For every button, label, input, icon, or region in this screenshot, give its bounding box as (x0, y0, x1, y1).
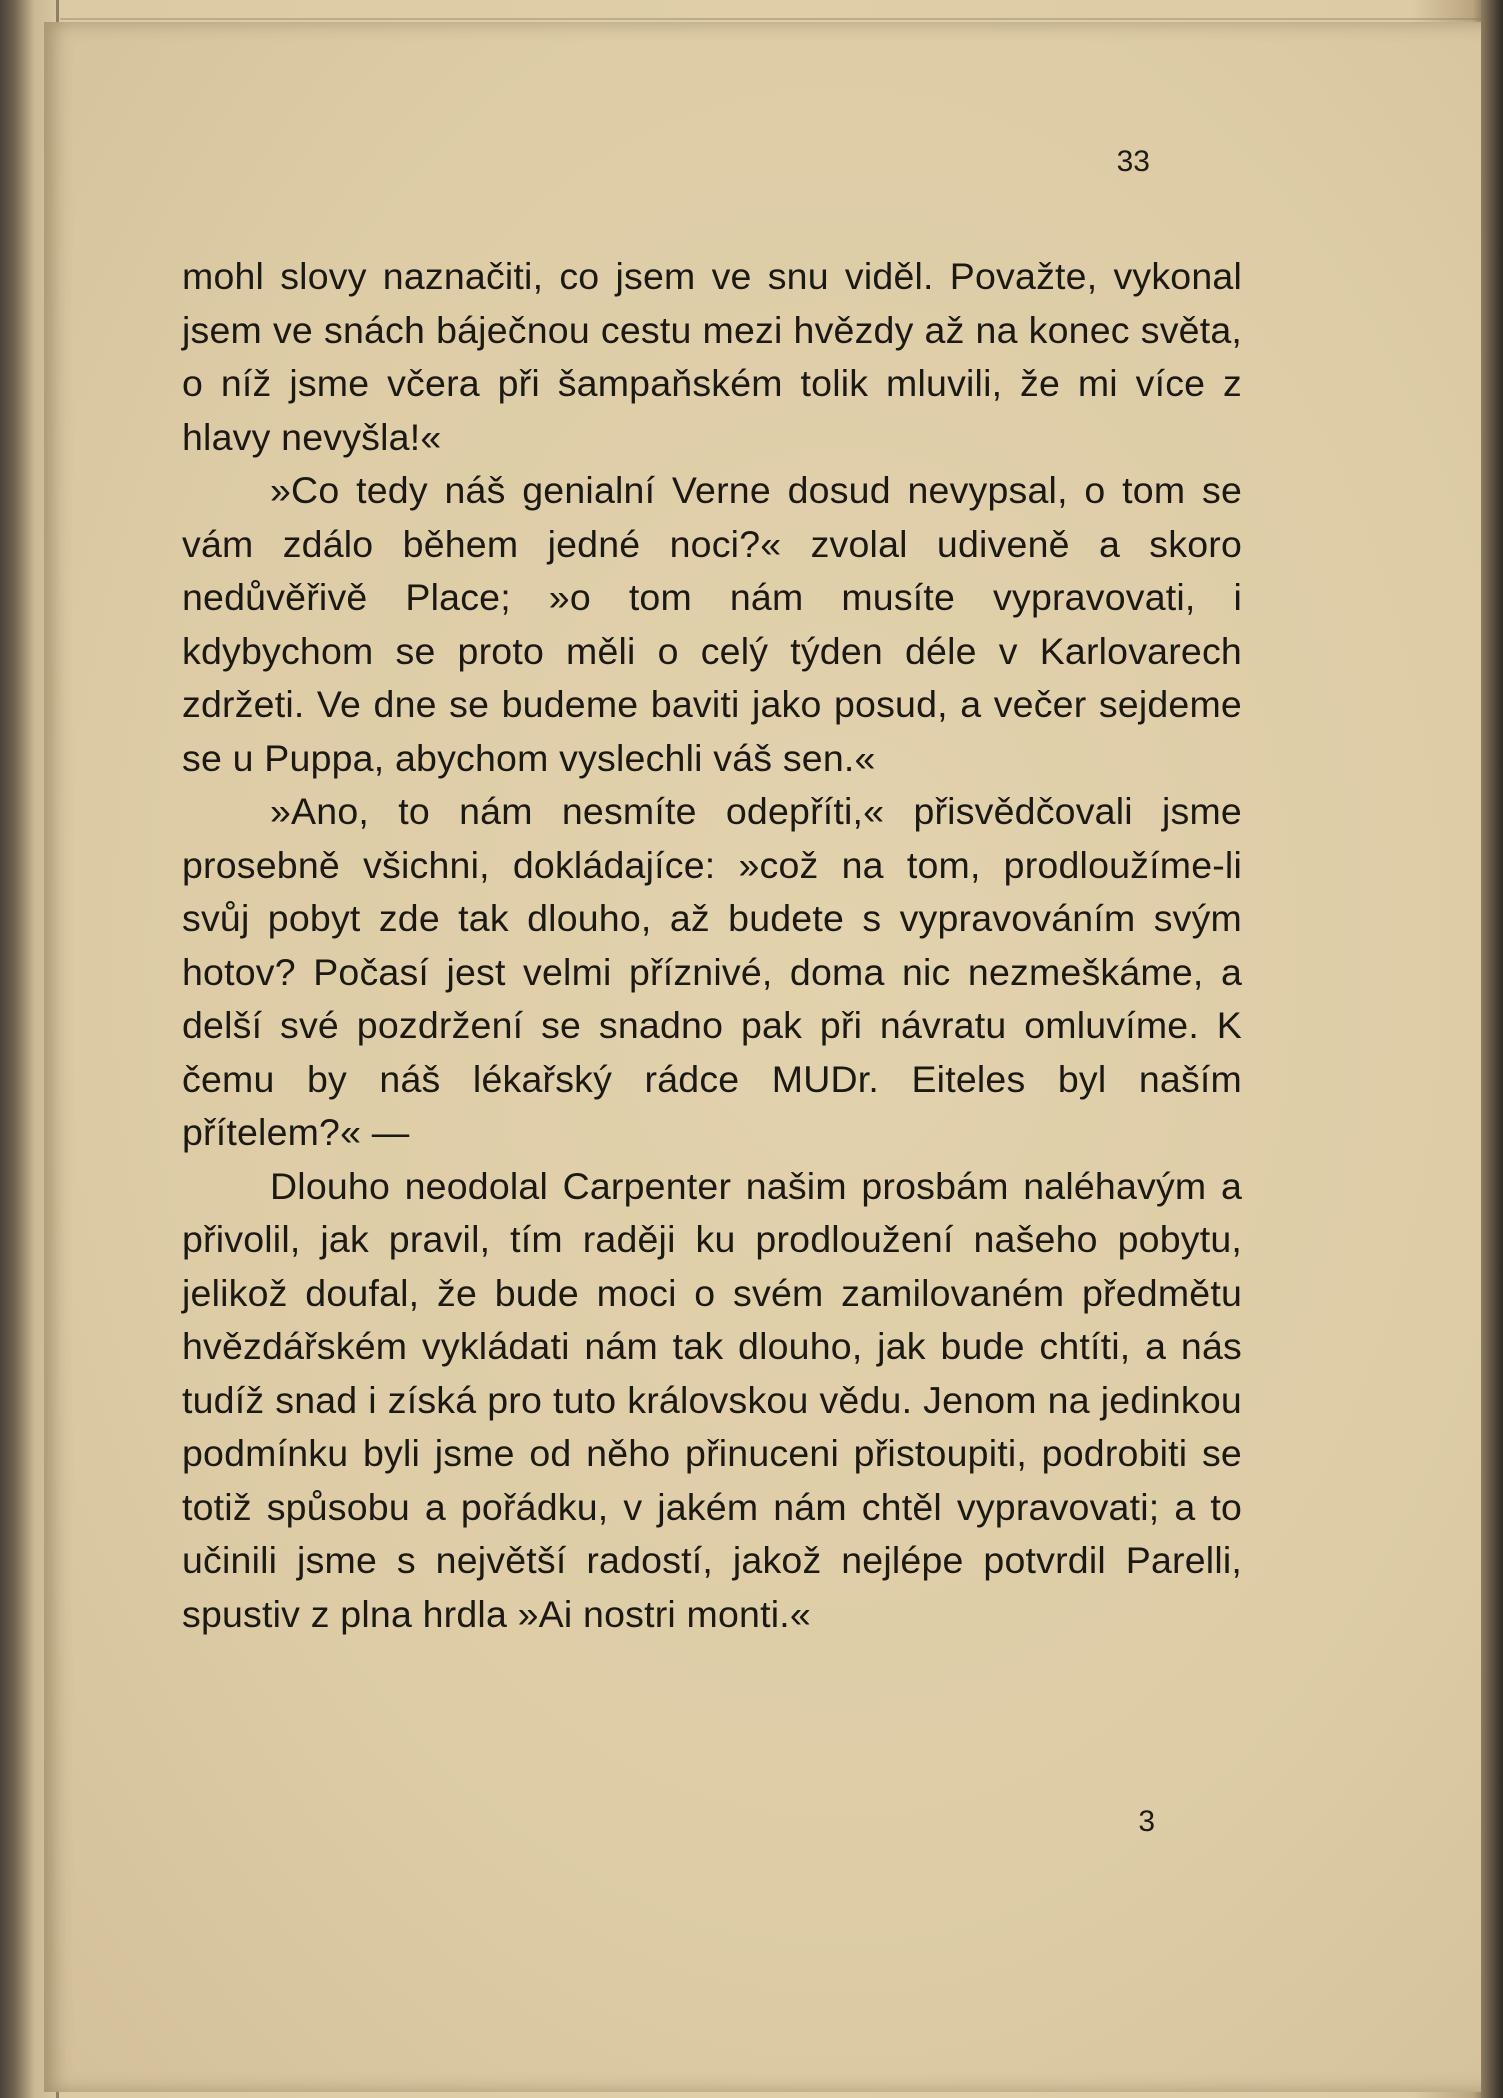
top-edge-rule (60, 18, 1490, 20)
page-number: 33 (1116, 145, 1150, 178)
printer-signature-mark: 3 (1138, 1805, 1155, 1838)
right-page-edge (1481, 0, 1503, 2098)
paragraph-4: Dlouho neodolal Carpenter našim prosbám naléhavým a přivolil, jak pravil, tím raději ku prodloužení našeho pobytu, jelikož doufal, že bude moci o svém zamilovaném předmětu hvězdářském vykládati nám tak dlouho, jak bude chtíti, a nás tudíž snad i získá pro tuto královskou vědu. Jenom na jedinkou podmínku byli jsme od něho přinuceni přistoupiti, podrobiti se totiž spůsobu a pořádku, v jakém nám chtěl vypravovati; a to učinili jsme s největší radostí, jakož nejlépe potvrdil Parelli, spustiv z plna hrdla »Ai nostri monti.« (182, 1164, 1242, 1635)
body-text (182, 250, 1242, 1641)
paragraph-2: »Co tedy náš genialní Verne dosud nevypsal, o tom se vám zdálo během jedné noci?« zvolal udiveně a skoro nedůvěřivě Place; »o tom nám musíte vypravovati, i kdybychom se proto měli o celý týden déle v Karlovarech zdržeti. Ve dne se budeme baviti jako posud, a večer sejdeme se u Puppa, abychom vyslechli váš sen.« (182, 469, 1242, 779)
paragraph-1: mohl slovy naznačiti, co jsem ve snu viděl. Považte, vykonal jsem ve snách báječnou cestu mezi hvězdy až na konec světa, o níž jsme včera při šampaňském tolik mluvili, že mi více z hlavy nevyšla!« (182, 255, 1242, 458)
paragraph-3: »Ano, to nám nesmíte odepříti,« přisvědčovali jsme prosebně všichni, dokládajíce: »což na tom, prodloužíme-li svůj pobyt zde tak dlouho, až budete s vypravováním svým hotov? Počasí jest velmi příznivé, doma nic nezmeškáme, a delší své pozdržení se snadno pak při návratu omluvíme. K čemu by náš lékařský rádce MUDr. Eiteles byl naším přítelem?« — (182, 790, 1242, 1153)
